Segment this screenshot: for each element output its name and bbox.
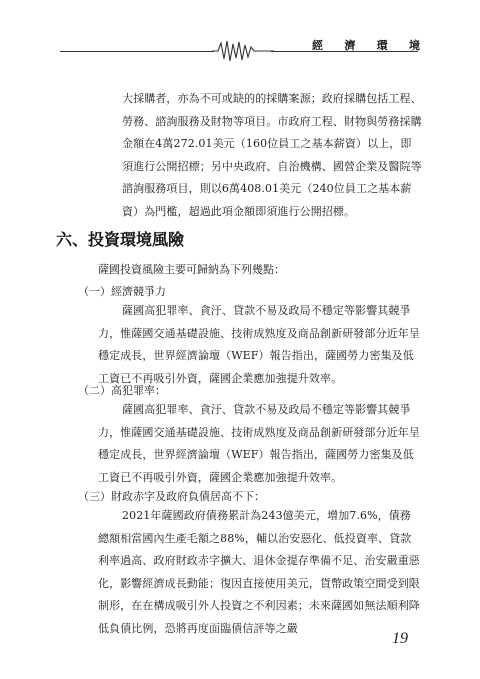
page-header	[0, 0, 480, 70]
item-text-2: 薩國高犯罪率、貪汙、貸款不易及政局不穩定等影響其競爭力，惟薩國交通基礎設施、技術成熟度及商品創新研發部分近年呈穩定成長，世界經濟論壇（WEF）報告指出，薩國勞力密集及低工資已不再吸引外資，薩國企業應加強提升效率。	[98, 403, 420, 484]
item-text-1: 薩國高犯罪率、貪汙、貸款不易及政局不穩定等影響其競爭力，惟薩國交通基礎設施、技術成熟度及商品創新研發部分近年呈穩定成長，世界經濟論壇（WEF）報告指出，薩國勞力密集及低工資已不再吸引外資，薩國企業應加強提升效率。	[98, 304, 420, 385]
header-char: 境	[408, 39, 420, 52]
header-char: 濟	[344, 39, 356, 52]
heartbeat-icon	[212, 39, 274, 63]
continued-paragraph: 大採購者，亦為不可或缺的的採購案源；政府採購包括工程、勞務、諮詢服務及財物等項目。市政府工程、財物與勞務採購金額在4萬272.01美元（160位員工之基本薪資）以上，即須進行公開招標；另中央政府、自治機構、國營企業及醫院等諮詢服務項目，則以6萬408.01美元（240位員工之基本薪資）為門檻，超過此項金額即須進行公開招標。	[122, 92, 422, 218]
header-char: 經	[312, 39, 323, 52]
item-label-1: （一）經濟競爭力	[78, 285, 166, 298]
section-intro: 薩國投資風險主要可歸納為下列幾點：	[98, 263, 285, 276]
section-heading: 六、投資環境風險	[56, 230, 185, 249]
page-number: 19	[392, 630, 408, 647]
item-label-2: （二）高犯罪率：	[78, 384, 166, 397]
item-label-3: （三）財政赤字及政府負債居高不下：	[78, 490, 265, 503]
item-text-3: 2021年薩國政府債務累計為243億美元，增加7.6%，債務總額相當國內生產毛額之88%，輔以治安惡化、低投資率、貸款利率過高、政府財政赤字擴大、退休金提存準備不足、治安嚴重惡化，影響經濟成長動能；復因直接使用美元，貨幣政策空間受到限制形，在在構成吸引外人投資之不利因素；未來薩國如無法順利降低負債比例，恐將再度面臨債信評等之嚴	[98, 509, 420, 635]
running-header-title	[312, 40, 420, 52]
header-rule-left	[60, 51, 214, 52]
header-char: 環	[376, 39, 388, 52]
